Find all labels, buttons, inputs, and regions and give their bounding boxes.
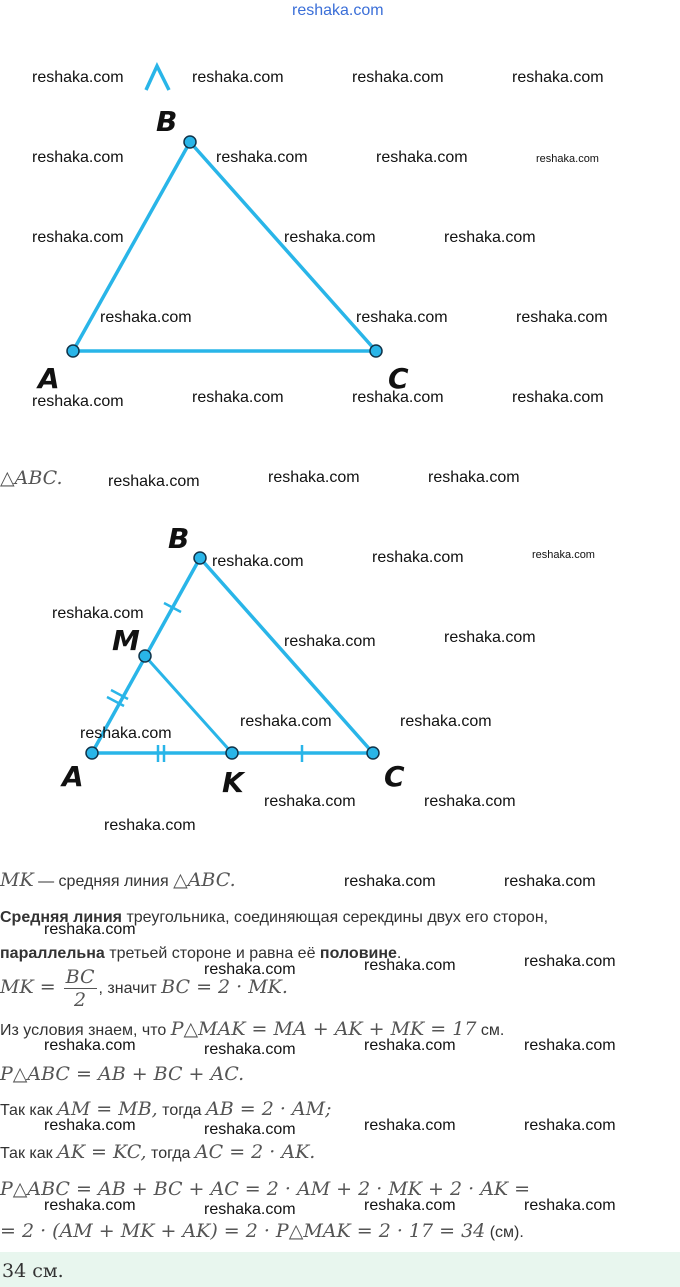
watermark: reshaka.com bbox=[32, 393, 124, 410]
numerator: BC bbox=[65, 966, 95, 988]
watermark: reshaka.com bbox=[32, 69, 124, 86]
caret-mark bbox=[146, 66, 169, 90]
math: AC = 2 · AK. bbox=[194, 1141, 316, 1163]
label-m: M bbox=[112, 624, 140, 657]
watermark: reshaka.com bbox=[204, 961, 296, 978]
vertex-c bbox=[367, 747, 379, 759]
watermark: reshaka.com bbox=[344, 873, 436, 890]
watermark: reshaka.com bbox=[44, 1037, 136, 1054]
text: треугольника, соединяющая серекдины двух его сторон, bbox=[122, 909, 549, 926]
solution-line-3 bbox=[0, 943, 401, 963]
watermark: reshaka.com bbox=[212, 553, 304, 570]
watermark: reshaka.com bbox=[284, 633, 376, 650]
watermark: reshaka.com bbox=[512, 389, 604, 406]
bold-term: параллельна bbox=[0, 945, 105, 962]
point-m bbox=[139, 650, 151, 662]
math-triangle: △ABC. bbox=[173, 869, 236, 891]
unit: (см). bbox=[485, 1224, 524, 1241]
bold-term: половине bbox=[319, 945, 397, 962]
text: . bbox=[396, 945, 402, 962]
math-mk: MK bbox=[0, 869, 34, 891]
watermark: reshaka.com bbox=[444, 229, 536, 246]
math: P△MAK = MA + AK + MK = 17 bbox=[170, 1018, 477, 1040]
watermark: reshaka.com bbox=[44, 921, 136, 938]
watermark: reshaka.com bbox=[192, 389, 284, 406]
watermark: reshaka.com bbox=[364, 1117, 456, 1134]
math: AK = KC, bbox=[57, 1141, 147, 1163]
solution-line-1 bbox=[0, 869, 236, 891]
watermark: reshaka.com bbox=[372, 549, 464, 566]
fraction bbox=[64, 966, 97, 1011]
watermark: reshaka.com bbox=[524, 1117, 616, 1134]
vertex-b bbox=[184, 136, 196, 148]
watermark: reshaka.com bbox=[364, 957, 456, 974]
watermark: reshaka.com bbox=[204, 1201, 296, 1218]
watermark: reshaka.com bbox=[32, 229, 124, 246]
watermark: reshaka.com bbox=[524, 953, 616, 970]
watermark: reshaka.com bbox=[516, 309, 608, 326]
label-c: C bbox=[384, 760, 405, 793]
math-mk: MK = bbox=[0, 975, 62, 998]
watermark: reshaka.com bbox=[400, 713, 492, 730]
denominator: 2 bbox=[74, 989, 87, 1011]
watermark: reshaka.com bbox=[80, 725, 172, 742]
watermark: reshaka.com bbox=[376, 149, 468, 166]
watermark: reshaka.com bbox=[512, 69, 604, 86]
math: BC = 2 · MK. bbox=[161, 975, 288, 998]
text: тогда bbox=[146, 1145, 195, 1162]
watermark: reshaka.com bbox=[524, 1197, 616, 1214]
vertex-c bbox=[370, 345, 382, 357]
watermark: reshaka.com bbox=[264, 793, 356, 810]
watermark: reshaka.com bbox=[364, 1197, 456, 1214]
watermark: reshaka.com bbox=[356, 309, 448, 326]
solution-line-8 bbox=[0, 1141, 315, 1163]
label-a: A bbox=[62, 760, 84, 793]
text: Из условия знаем, что bbox=[0, 1022, 171, 1039]
watermark: reshaka.com bbox=[52, 605, 144, 622]
math: AM = MB, bbox=[57, 1098, 158, 1120]
watermark: reshaka.com bbox=[284, 229, 376, 246]
watermark: reshaka.com bbox=[108, 473, 200, 490]
vertex-a bbox=[86, 747, 98, 759]
solution-line-6 bbox=[0, 1063, 244, 1085]
bold-term: Средняя линия bbox=[0, 909, 122, 926]
watermark: reshaka.com bbox=[192, 69, 284, 86]
point-k bbox=[226, 747, 238, 759]
watermark: reshaka.com bbox=[352, 69, 444, 86]
vertex-b bbox=[194, 552, 206, 564]
watermark: reshaka.com bbox=[524, 1037, 616, 1054]
watermark: reshaka.com bbox=[428, 469, 520, 486]
unit: см. bbox=[476, 1022, 505, 1039]
watermark: reshaka.com bbox=[32, 149, 124, 166]
text: третьей стороне и равна её bbox=[104, 945, 320, 962]
math: P△ABC = AB + BC + AC. bbox=[0, 1063, 245, 1085]
math: AB = 2 · AM; bbox=[206, 1098, 332, 1120]
text: тогда bbox=[157, 1102, 207, 1119]
watermark: reshaka.com bbox=[100, 309, 192, 326]
watermark: reshaka.com bbox=[216, 149, 308, 166]
label-b: B bbox=[156, 105, 178, 138]
header-watermark[interactable]: reshaka.com bbox=[292, 2, 384, 19]
watermark: reshaka.com bbox=[504, 873, 596, 890]
watermark: reshaka.com bbox=[204, 1041, 296, 1058]
text: — средняя линия bbox=[33, 873, 174, 890]
watermark: reshaka.com bbox=[536, 153, 599, 165]
label-b: B bbox=[168, 522, 190, 555]
watermark: reshaka.com bbox=[104, 817, 196, 834]
watermark: reshaka.com bbox=[240, 713, 332, 730]
watermark: reshaka.com bbox=[204, 1121, 296, 1138]
solution-line-4 bbox=[0, 966, 288, 1011]
watermark: reshaka.com bbox=[444, 629, 536, 646]
text: Так как bbox=[0, 1145, 58, 1162]
watermark: reshaka.com bbox=[364, 1037, 456, 1054]
text: Так как bbox=[0, 1102, 58, 1119]
watermark: reshaka.com bbox=[532, 549, 595, 561]
watermark: reshaka.com bbox=[268, 469, 360, 486]
solution-line-10 bbox=[0, 1220, 524, 1242]
label-c: C bbox=[388, 362, 409, 395]
given-triangle: △ABC. bbox=[0, 467, 63, 489]
text: , значит bbox=[98, 979, 162, 997]
watermark: reshaka.com bbox=[44, 1197, 136, 1214]
answer-box bbox=[0, 1252, 680, 1287]
vertex-a bbox=[67, 345, 79, 357]
label-k: K bbox=[222, 766, 244, 799]
math: P△ABC = AB + BC + AC = 2 · AM + 2 · MK + 2 · AK = bbox=[0, 1178, 531, 1200]
answer-text: 34 см. bbox=[2, 1260, 64, 1282]
watermark: reshaka.com bbox=[424, 793, 516, 810]
label-a: A bbox=[38, 362, 60, 395]
math: = 2 · (AM + MK + AK) = 2 · P△MAK = 2 · 17 = 34 bbox=[0, 1220, 486, 1242]
watermark: reshaka.com bbox=[44, 1117, 136, 1134]
watermark: reshaka.com bbox=[352, 389, 444, 406]
